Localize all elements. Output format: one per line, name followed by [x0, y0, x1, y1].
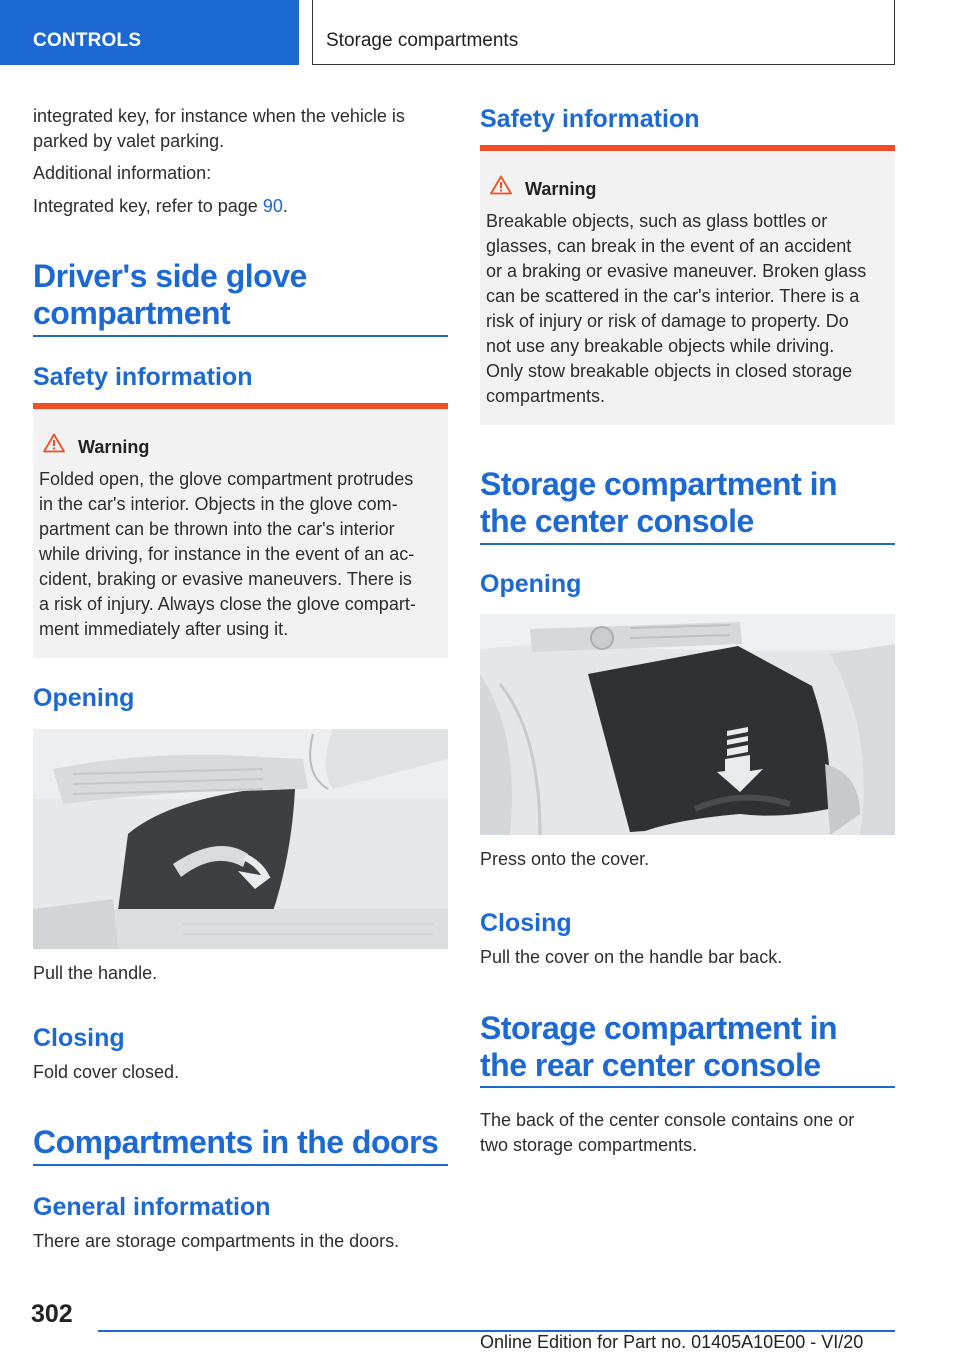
- intro-line-1: integrated key, for instance when the vehicle is: [33, 106, 405, 126]
- heading-glove-line-2: compartment: [33, 295, 231, 331]
- glove-compartment-illustration: [33, 729, 448, 949]
- page-number: 302: [31, 1300, 73, 1328]
- warning-box: [33, 403, 448, 658]
- press-cover-text: Press onto the cover.: [480, 849, 650, 869]
- warning-line: partment can be thrown into the car's interior: [39, 519, 395, 539]
- integrated-key-text: Integrated key, refer to page: [33, 196, 263, 216]
- chapter-title-box: [312, 0, 895, 65]
- warning-title: Warning: [525, 179, 597, 199]
- warning-line: while driving, for instance in the event of an ac-: [39, 544, 415, 564]
- intro-line-2: parked by valet parking.: [33, 131, 225, 151]
- integrated-key-suffix: .: [282, 196, 288, 216]
- heading-rear-console-line-2: the rear center console: [480, 1047, 821, 1083]
- chapter-title: Storage compartments: [326, 30, 519, 51]
- center-console-cover-illustration: [480, 614, 895, 835]
- pull-handle-text: Pull the handle.: [33, 963, 158, 983]
- warning-text: [486, 209, 889, 409]
- warning-line: a risk of injury. Always close the glove compart-: [39, 594, 416, 614]
- section-tab: [0, 0, 299, 65]
- warning-line: Only stow breakable objects in closed storage: [486, 361, 853, 381]
- warning-line: glasses, can break in the event of an accident: [486, 236, 852, 256]
- edition-text: Online Edition for Part no. 01405A10E00 - VI/20: [480, 1332, 864, 1352]
- additional-info-label: Additional information:: [33, 163, 212, 183]
- fold-cover-text: Fold cover closed.: [33, 1062, 180, 1082]
- warning-text: [39, 467, 442, 642]
- heading-compartments-doors: Compartments in the doors: [33, 1124, 439, 1160]
- warning-line: not use any breakable objects while driving.: [486, 336, 835, 356]
- section-label: CONTROLS: [33, 30, 142, 51]
- glove-handle-illustration: [33, 729, 448, 949]
- warning-line: risk of injury or risk of damage to property. Do: [486, 311, 849, 331]
- heading-center-console-line-2: the center console: [480, 503, 754, 539]
- heading-rule: [33, 1164, 448, 1166]
- heading-closing: Closing: [480, 909, 572, 937]
- heading-general-information: General information: [33, 1193, 271, 1221]
- heading-center-console-line-1: Storage compartment in: [480, 466, 838, 502]
- heading-rule: [480, 543, 895, 545]
- heading-opening: Opening: [33, 684, 135, 712]
- heading-opening: Opening: [480, 570, 582, 598]
- heading-safety-information: Safety information: [33, 363, 253, 391]
- warning-line: or a braking or evasive maneuver. Broken glass: [486, 261, 867, 281]
- warning-line: can be scattered in the car's interior. There is a: [486, 286, 860, 306]
- warning-triangle-icon: [43, 433, 65, 453]
- integrated-key-reference: [33, 194, 288, 219]
- pull-cover-text: Pull the cover on the handle bar back.: [480, 947, 783, 967]
- heading-rear-console-line-1: Storage compartment in: [480, 1010, 838, 1046]
- page-link-90[interactable]: 90: [262, 196, 283, 216]
- warning-line: cident, braking or evasive maneuvers. There is: [39, 569, 412, 589]
- warning-line: Breakable objects, such as glass bottles or: [486, 211, 828, 231]
- warning-title: Warning: [78, 437, 150, 457]
- rear-console-line-2: two storage compartments.: [480, 1135, 698, 1155]
- warning-box: [480, 145, 895, 425]
- heading-closing: Closing: [33, 1024, 125, 1052]
- warning-line: ment immediately after using it.: [39, 619, 289, 639]
- warning-triangle-icon: [490, 175, 512, 195]
- heading-glove-line-1: Driver's side glove: [33, 258, 307, 294]
- rear-console-line-1: The back of the center console contains one or: [480, 1110, 855, 1130]
- warning-line: compartments.: [486, 386, 606, 406]
- doors-text: There are storage compartments in the doors.: [33, 1231, 400, 1251]
- heading-rule: [480, 1086, 895, 1088]
- heading-safety-information: Safety information: [480, 105, 700, 133]
- heading-rule: [33, 335, 448, 337]
- center-console-illustration: [480, 614, 895, 835]
- warning-line: in the car's interior. Objects in the glove com-: [39, 494, 398, 514]
- warning-line: Folded open, the glove compartment protrudes: [39, 469, 414, 489]
